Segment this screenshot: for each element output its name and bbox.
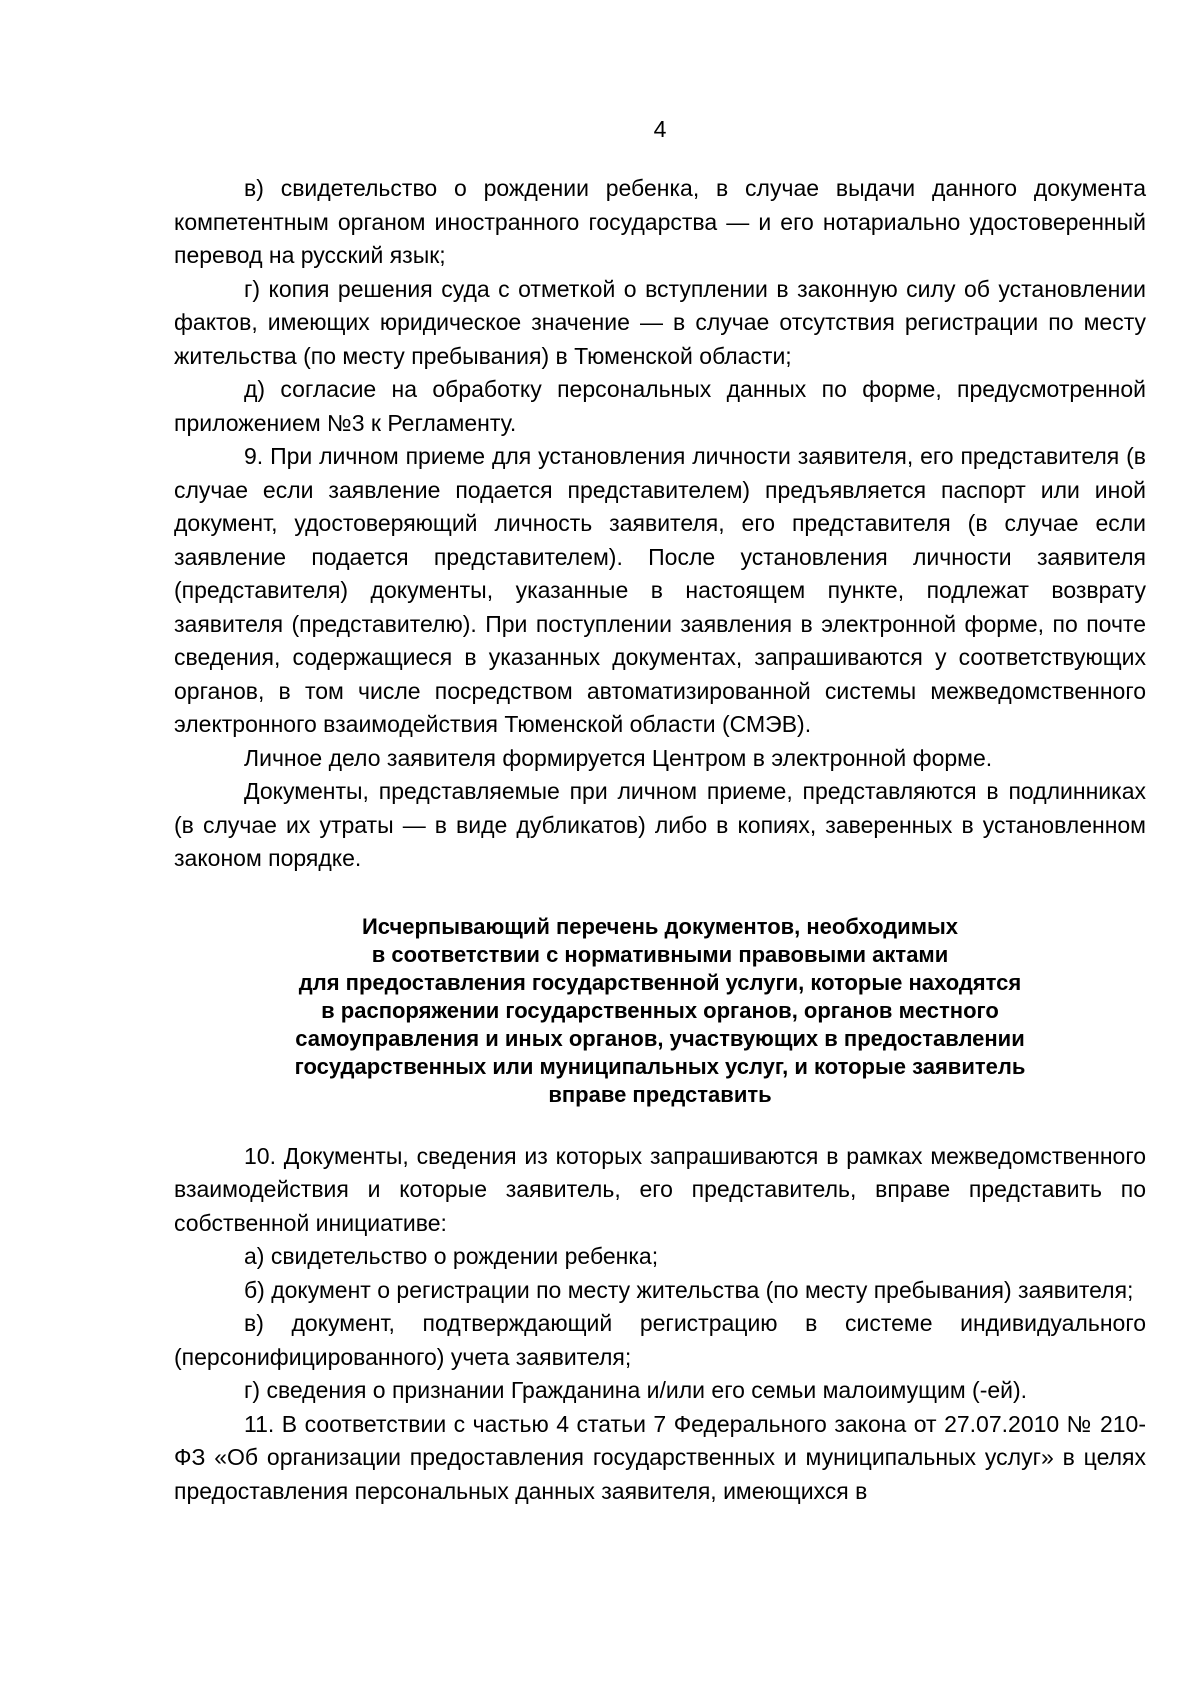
page-number: 4	[653, 116, 667, 142]
paragraph-item-b-registration: б) документ о регистрации по месту жительства (по месту пребывания) заявителя;	[244, 1276, 1134, 1303]
paragraph-clause-10: 10. Документы, сведения из которых запрашиваются в рамках межведомственного взаимодействия и которые заявитель, его представитель, вправе представить по собственной инициативе:	[174, 1142, 1146, 1236]
paragraph-personal-file: Личное дело заявителя формируется Центром в электронной форме.	[244, 744, 993, 771]
paragraph-item-d-consent: д) согласие на обработку персональных данных по форме, предусмотренной приложением №3 к Регламенту.	[174, 376, 1146, 436]
heading-line: Исчерпывающий перечень документов, необходимых	[361, 913, 959, 939]
heading-line: самоуправления и иных органов, участвующих в предоставлении	[295, 1025, 1025, 1051]
heading-line: для предоставления государственной услуги, которые находятся	[298, 969, 1022, 995]
paragraph-clause-9: 9. При личном приеме для установления личности заявителя, его представителя (в случае если заявление подается представителем) предъявляется паспорт или иной документ, удостоверяющий личность заявителя, его представителя (в случае если заявление подается представителем). После установления личности заявителя (представителя) документы, указанные в настоящем пункте, подлежат возврату заявителя (представителю). При поступлении заявления в электронной форме, по почте сведения, содержащиеся в указанных документах, запрашиваются у соответствующих органов, в том числе посредством автоматизированной системы межведомственного электронного взаимодействия Тюменской области (СМЭВ).	[174, 443, 1146, 737]
paragraph-clause-11: 11. В соответствии с частью 4 статьи 7 Федерального закона от 27.07.2010 № 210-ФЗ «Об организации предоставления государственных и муниципальных услуг» в целях предоставления персональных данных заявителя, имеющихся в	[174, 1410, 1146, 1504]
heading-line: вправе представить	[548, 1081, 772, 1107]
paragraph-item-a-birth-certificate: а) свидетельство о рождении ребенка;	[244, 1243, 659, 1269]
paragraph-documents-originals: Документы, представляемые при личном приеме, представляются в подлинниках (в случае их утраты — в виде дубликатов) либо в копиях, заверенных в установленном законом порядке.	[174, 778, 1146, 871]
section-heading	[174, 913, 1146, 1109]
heading-line: государственных или муниципальных услуг, и которые заявитель	[294, 1053, 1026, 1079]
heading-line: в распоряжении государственных органов, органов местного	[321, 997, 999, 1023]
paragraph-item-g-court-decision: г) копия решения суда с отметкой о вступлении в законную силу об установлении фактов, имеющих юридическое значение — в случае отсутствия регистрации по месту жительства (по месту пребывания) в Тюменской области;	[174, 275, 1146, 369]
heading-line: в соответствии с нормативными правовыми актами	[371, 941, 949, 967]
paragraph-item-g-low-income: г) сведения о признании Гражданина и/или его семьи малоимущим (-ей).	[244, 1377, 1028, 1403]
paragraph-item-v-individual-account: в) документ, подтверждающий регистрацию в системе индивидуального (персонифицированного) учета заявителя;	[174, 1310, 1146, 1370]
document-body	[174, 172, 1146, 1508]
paragraph-item-v-birth-certificate: в) свидетельство о рождении ребенка, в случае выдачи данного документа компетентным органом иностранного государства — и его нотариально удостоверенный перевод на русский язык;	[174, 175, 1146, 268]
